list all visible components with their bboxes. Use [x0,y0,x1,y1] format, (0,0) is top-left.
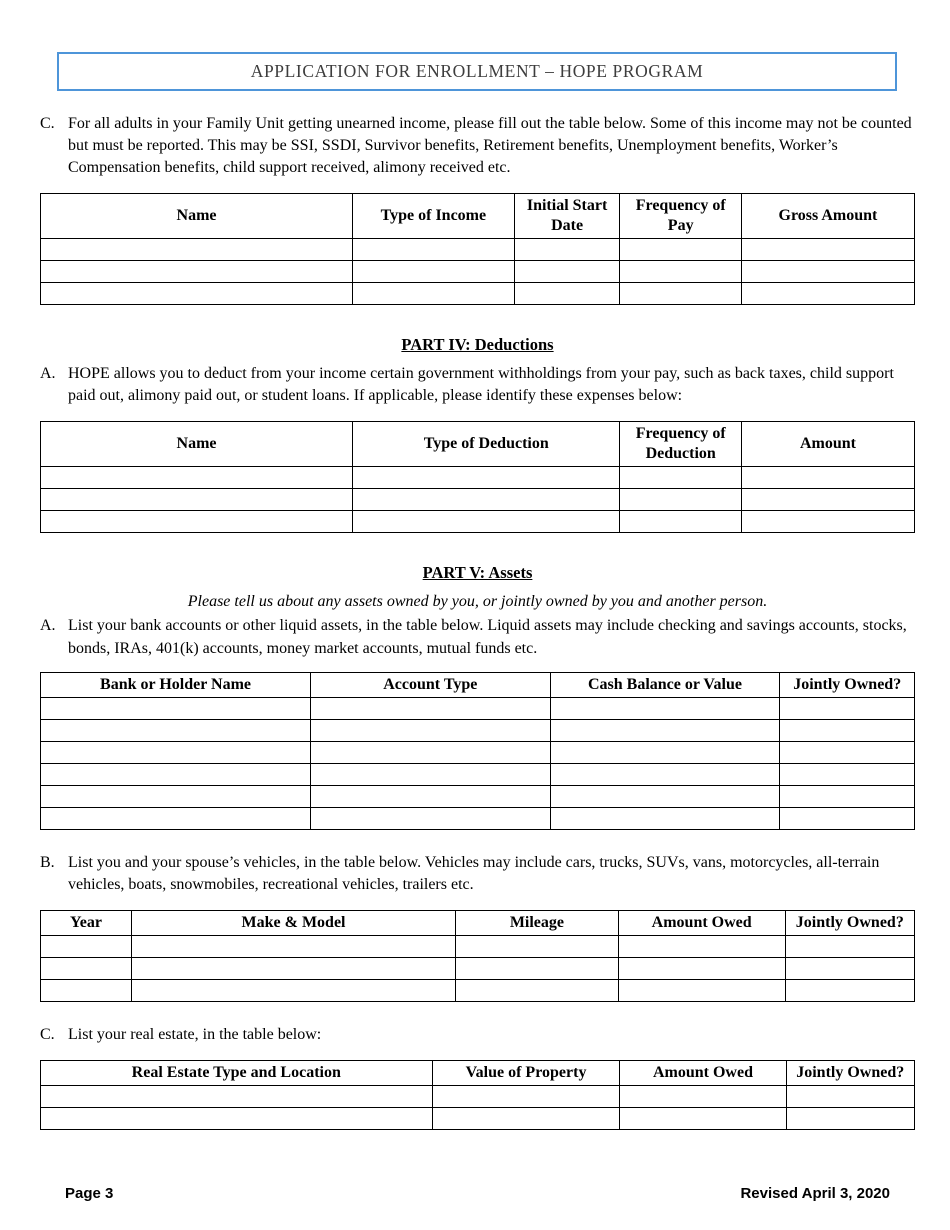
empty-cell [514,261,620,283]
empty-cell [550,741,780,763]
empty-row [41,807,915,829]
column-header-amount: Amount [741,422,914,467]
empty-cell [550,807,780,829]
empty-cell [41,957,132,979]
empty-cell [311,807,550,829]
empty-cell [550,763,780,785]
empty-cell [456,935,619,957]
assets-intro-text: Please tell us about any assets owned by you, or jointly owned by you and another person. [187,593,768,611]
revision-date: Revised April 3, 2020 [740,1185,890,1202]
empty-cell [353,467,620,489]
empty-cell [353,511,620,533]
empty-cell [620,467,741,489]
column-header-initial-start-date: Initial Start Date [514,194,620,239]
empty-row [41,719,915,741]
paragraph-unearned-income [40,113,915,179]
deductions-table-body [41,467,915,533]
empty-cell [41,489,353,511]
column-header-jointly-owned: Jointly Owned? [786,1060,915,1085]
list-letter: C. [40,1025,55,1043]
empty-cell [456,957,619,979]
column-header-jointly-owned: Jointly Owned? [785,910,914,935]
real-estate-table-header [41,1060,915,1085]
empty-row [41,261,915,283]
empty-cell [311,697,550,719]
empty-cell [741,489,914,511]
part-iv-heading: PART IV: Deductions [401,335,554,355]
empty-cell [550,785,780,807]
empty-cell [618,935,785,957]
column-header-account-type: Account Type [311,672,550,697]
empty-row [41,785,915,807]
empty-cell [41,1085,433,1107]
empty-cell [741,261,914,283]
empty-cell [514,239,620,261]
empty-cell [620,1107,786,1129]
empty-row [41,489,915,511]
column-header-frequency-of-deduction: Frequency of Deduction [620,422,741,467]
paragraph-text: For all adults in your Family Unit getting unearned income, please fill out the table below. Some of this income may not be counted but must be reported. This may be SSI, SSDI, Survivor benefits, Retirement benefits, Unemployment benefits, Worker’s Compensation benefits, child support received, alimony received etc. [68,115,912,177]
empty-cell [41,979,132,1001]
empty-row [41,1085,915,1107]
list-letter: B. [40,853,55,871]
column-header-name: Name [41,422,353,467]
empty-cell [785,957,914,979]
empty-cell [620,489,741,511]
form-title-box [57,52,897,91]
unearned-income-table [40,193,915,305]
empty-cell [780,697,915,719]
paragraph-text: List you and your spouse’s vehicles, in the table below. Vehicles may include cars, trucks, SUVs, vans, motorcycles, all-terrain vehicles, boats, snowmobiles, recreational vehicles, trailers etc. [68,853,880,893]
header-row [41,672,915,697]
form-title: APPLICATION FOR ENROLLMENT – HOPE PROGRAM [250,61,704,81]
empty-cell [786,1085,915,1107]
part-v-heading: PART V: Assets [422,563,533,583]
empty-cell [41,467,353,489]
empty-cell [311,741,550,763]
empty-cell [353,489,620,511]
column-header-mileage: Mileage [456,910,619,935]
empty-cell [432,1107,620,1129]
empty-cell [353,239,515,261]
empty-row [41,979,915,1001]
header-row [41,1060,915,1085]
empty-cell [41,935,132,957]
column-header-amount-owed: Amount Owed [620,1060,786,1085]
empty-cell [311,785,550,807]
empty-row [41,697,915,719]
header-row [41,194,915,239]
empty-row [41,935,915,957]
empty-cell [618,979,785,1001]
unearned-income-table-body [41,239,915,305]
empty-cell [41,283,353,305]
vehicles-table-header [41,910,915,935]
empty-cell [620,239,741,261]
column-header-value-of-property: Value of Property [432,1060,620,1085]
empty-cell [550,697,780,719]
paragraph-real-estate [40,1024,915,1046]
empty-row [41,467,915,489]
column-header-bank-or-holder-name: Bank or Holder Name [41,672,311,697]
empty-row [41,957,915,979]
column-header-make-model: Make & Model [131,910,455,935]
paragraph-text: HOPE allows you to deduct from your income certain government withholdings from your pay, such as back taxes, child support paid out, alimony paid out, or student loans. If applicable, please identify these expenses below: [68,365,894,405]
deductions-table [40,421,915,533]
empty-cell [311,763,550,785]
page-number: Page 3 [65,1185,114,1202]
list-letter: A. [40,365,56,383]
column-header-gross-amount: Gross Amount [741,194,914,239]
paragraph-text: List your real estate, in the table below: [68,1025,322,1043]
empty-row [41,511,915,533]
paragraph-deductions [40,363,915,407]
real-estate-table [40,1060,915,1130]
column-header-year: Year [41,910,132,935]
empty-cell [41,785,311,807]
empty-cell [41,807,311,829]
empty-cell [41,763,311,785]
empty-cell [41,719,311,741]
column-header-frequency-of-pay: Frequency of Pay [620,194,741,239]
list-letter: C. [40,115,55,132]
empty-cell [785,979,914,1001]
column-header-jointly-owned: Jointly Owned? [780,672,915,697]
column-header-name: Name [41,194,353,239]
empty-cell [780,719,915,741]
column-header-cash-balance-or-value: Cash Balance or Value [550,672,780,697]
empty-cell [741,467,914,489]
empty-cell [514,283,620,305]
paragraph-liquid-assets [40,615,915,659]
deductions-table-header [41,422,915,467]
empty-cell [741,283,914,305]
empty-row [41,763,915,785]
page-footer [40,1185,915,1230]
unearned-income-table-header [41,194,915,239]
paragraph-vehicles [40,852,915,896]
empty-cell [741,511,914,533]
liquid-assets-table [40,672,915,830]
empty-cell [41,697,311,719]
header-row [41,422,915,467]
empty-cell [311,719,550,741]
list-letter: A. [40,617,56,635]
empty-cell [780,807,915,829]
empty-cell [131,979,455,1001]
empty-cell [620,1085,786,1107]
column-header-real-estate-type-and-location: Real Estate Type and Location [41,1060,433,1085]
empty-cell [41,1107,433,1129]
liquid-assets-table-header [41,672,915,697]
empty-cell [785,935,914,957]
real-estate-table-body [41,1085,915,1129]
empty-cell [41,239,353,261]
empty-cell [786,1107,915,1129]
column-header-type-of-deduction: Type of Deduction [353,422,620,467]
liquid-assets-table-body [41,697,915,829]
vehicles-table-body [41,935,915,1001]
empty-row [41,741,915,763]
empty-cell [550,719,780,741]
empty-cell [41,261,353,283]
empty-cell [131,957,455,979]
empty-cell [741,239,914,261]
empty-cell [620,261,741,283]
empty-cell [41,511,353,533]
empty-cell [618,957,785,979]
empty-cell [780,741,915,763]
empty-cell [620,283,741,305]
empty-row [41,283,915,305]
paragraph-text: List your bank accounts or other liquid assets, in the table below. Liquid assets may include checking and savings accounts, stocks, bonds, IRAs, 401(k) accounts, money market accounts, mutual funds etc. [68,617,907,657]
header-row [41,910,915,935]
empty-cell [780,763,915,785]
empty-cell [353,283,515,305]
vehicles-table [40,910,915,1002]
empty-cell [432,1085,620,1107]
empty-cell [131,935,455,957]
column-header-amount-owed: Amount Owed [618,910,785,935]
column-header-type-of-income: Type of Income [353,194,515,239]
empty-cell [41,741,311,763]
empty-cell [780,785,915,807]
empty-row [41,1107,915,1129]
empty-row [41,239,915,261]
empty-cell [620,511,741,533]
empty-cell [353,261,515,283]
empty-cell [456,979,619,1001]
